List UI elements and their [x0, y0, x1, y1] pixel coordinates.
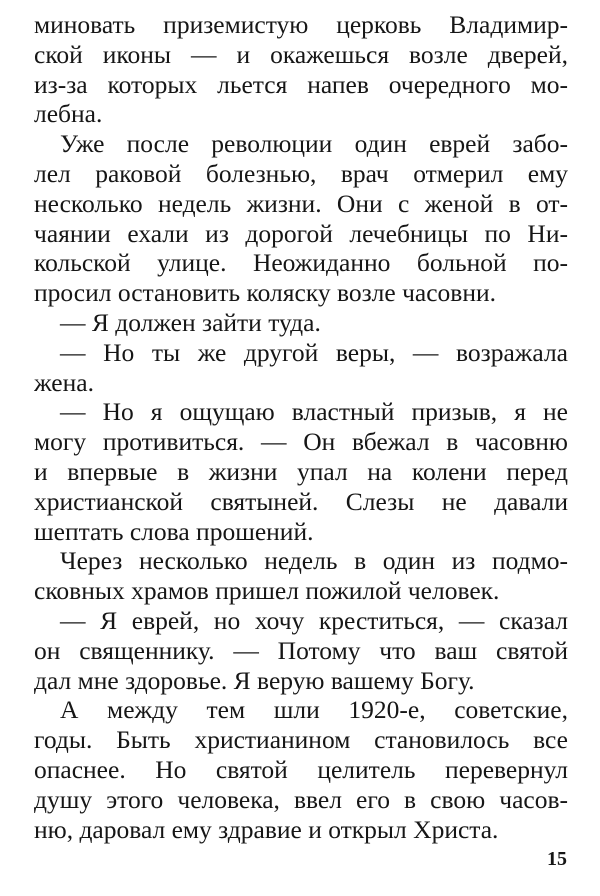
text-line: — Но я ощущаю властный призыв, я не — [60, 397, 568, 427]
text-line: чаянии ехали из дорогой лечебницы по Ни- — [34, 218, 568, 248]
text-line: Через несколько недель в один из подмо- — [60, 546, 568, 576]
text-line: дал мне здоровье. Я верую вашему Богу. — [34, 665, 475, 695]
text-line: ской иконы — и окажешься возле дверей, — [34, 39, 568, 69]
text-line: А между тем шли 1920-е, советские, — [60, 695, 568, 725]
text-line: просил остановить коляску возле часовни. — [34, 278, 497, 308]
text-line: — Я должен зайти туда. — [60, 307, 321, 337]
text-line: миновать приземистую церковь Владимир- — [34, 10, 568, 39]
page-number: 15 — [547, 848, 567, 870]
text-line: душу этого человека, ввел его в свою часов- — [34, 784, 568, 814]
text-line: ню, даровал ему здравие и открыл Христа. — [34, 814, 499, 844]
text-line: годы. Быть христианином становилось все — [34, 725, 568, 755]
body-text — [34, 10, 568, 844]
text-line: лебна. — [34, 99, 103, 129]
text-line: из-за которых льется напев очередного мо- — [34, 69, 568, 99]
text-line: лел раковой болезнью, врач отмерил ему — [34, 158, 568, 188]
text-line: кольской улице. Неожиданно больной по- — [34, 248, 568, 278]
text-line: христианской святыней. Слезы не давали — [34, 486, 568, 516]
text-line: и впервые в жизни упал на колени перед — [34, 456, 568, 486]
text-line: жена. — [34, 367, 94, 397]
text-line: он священнику. — Потому что ваш святой — [34, 635, 568, 665]
text-line: опаснее. Но святой целитель перевернул — [34, 754, 568, 784]
text-line: — Я еврей, но хочу креститься, — сказал — [60, 605, 568, 635]
text-line: Уже после революции один еврей забо- — [60, 129, 568, 159]
text-line: могу противиться. — Он вбежал в часовню — [34, 427, 568, 457]
text-line: несколько недель жизни. Они с женой в от- — [34, 188, 568, 218]
text-line: — Но ты же другой веры, — возражала — [60, 337, 568, 367]
text-line: сковных храмов пришел пожилой человек. — [34, 576, 500, 606]
text-line: шептать слова прошений. — [34, 516, 314, 546]
